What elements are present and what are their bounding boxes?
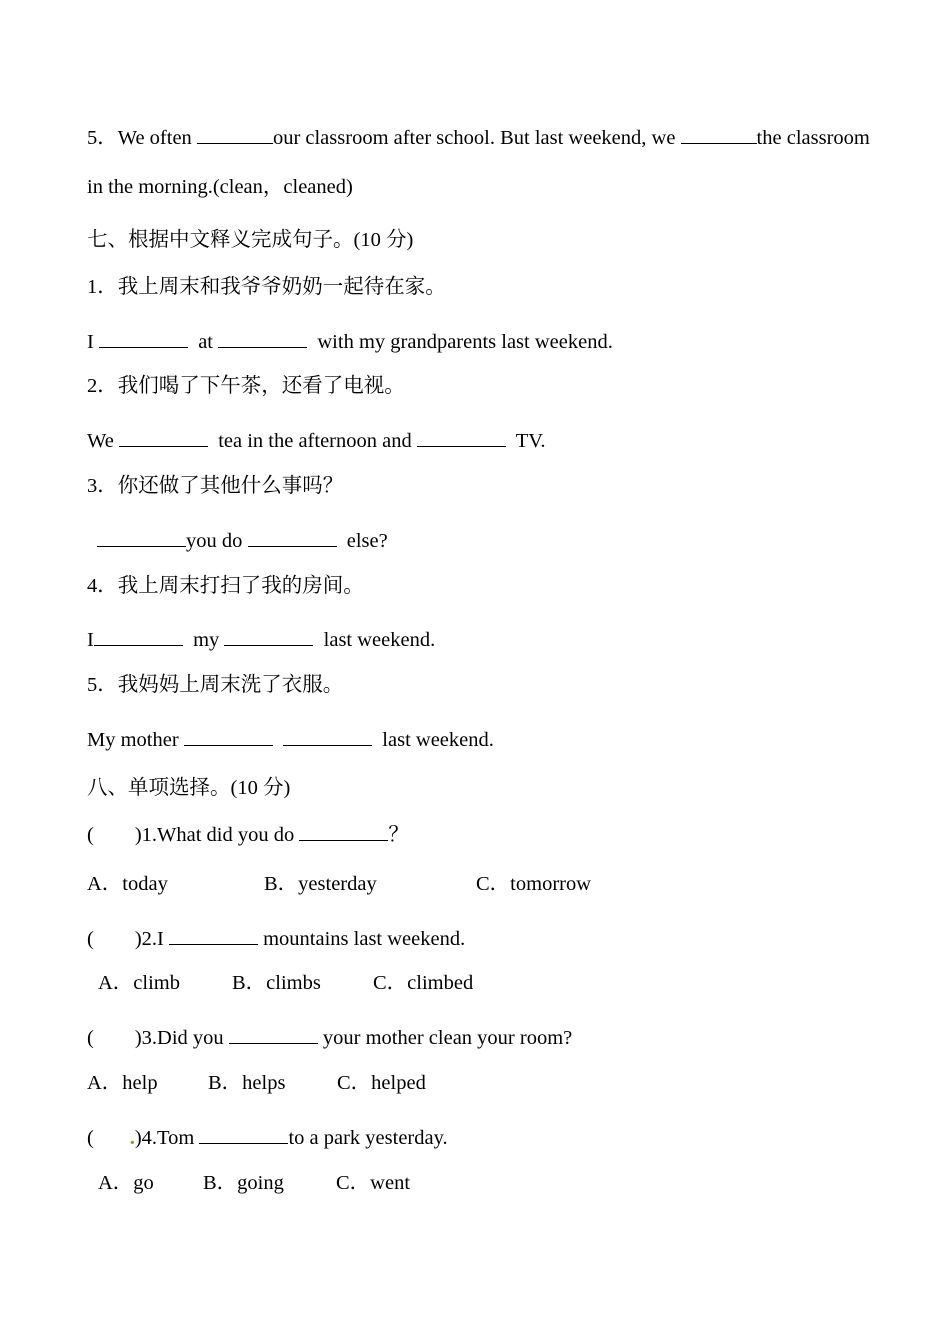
chinese-prompt: 2．我们喝了下午茶，还看了电视。 — [87, 375, 405, 397]
answer-line: I my last weekend. — [87, 629, 436, 651]
question-stem: ( )1.What did you do ？ — [87, 824, 409, 846]
answer-blank[interactable] — [99, 329, 188, 348]
answer-blank[interactable] — [169, 926, 258, 945]
answer-blank[interactable] — [283, 727, 372, 746]
option-B[interactable]: B．going — [203, 1172, 284, 1194]
answer-blank[interactable] — [197, 125, 273, 144]
answer-line: We tea in the afternoon and TV. — [87, 430, 546, 452]
answer-blank[interactable] — [184, 727, 273, 746]
answer-blank[interactable] — [299, 822, 388, 841]
answer-line: I at with my grandparents last weekend. — [87, 331, 613, 353]
text: the classroom — [756, 127, 870, 149]
answer-paren[interactable]: ( ) — [87, 1027, 142, 1049]
text: 5．We often — [87, 127, 197, 149]
question-stem: ( )2.I mountains last weekend. — [87, 928, 466, 950]
answer-blank[interactable] — [229, 1025, 318, 1044]
chinese-prompt: 3．你还做了其他什么事吗？ — [87, 475, 344, 497]
answer-paren[interactable]: ( ) — [87, 928, 142, 950]
answer-blank[interactable] — [199, 1125, 288, 1144]
answer-paren[interactable]: ( — [87, 1127, 130, 1149]
chinese-prompt: 4．我上周末打扫了我的房间。 — [87, 575, 364, 597]
section-title: 八、单项选择。(10 分) — [87, 777, 291, 799]
question-line: in the morning.(clean，cleaned) — [87, 176, 353, 198]
answer-blank[interactable] — [681, 125, 757, 144]
option-A[interactable]: A．go — [98, 1172, 154, 1194]
answer-blank[interactable] — [248, 528, 337, 547]
stray-mark: . — [129, 1127, 135, 1149]
answer-blank[interactable] — [97, 528, 186, 547]
answer-blank[interactable] — [224, 627, 313, 646]
text: our classroom after school. But last weekend, we — [272, 127, 681, 149]
question-stem: ( .)4.Tom to a park yesterday. — [87, 1127, 448, 1149]
question-line — [87, 125, 870, 150]
option-B[interactable]: B．yesterday — [264, 873, 377, 895]
option-B[interactable]: B．climbs — [232, 972, 321, 994]
answer-blank[interactable] — [218, 329, 307, 348]
option-A[interactable]: A．climb — [98, 972, 180, 994]
option-C[interactable]: C．helped — [337, 1072, 426, 1094]
answer-line: you do else? — [97, 528, 388, 553]
section-title: 七、根据中文释义完成句子。(10 分) — [87, 229, 414, 251]
option-C[interactable]: C．tomorrow — [476, 873, 592, 895]
answer-blank[interactable] — [119, 428, 208, 447]
chinese-prompt: 1．我上周末和我爷爷奶奶一起待在家。 — [87, 276, 446, 298]
answer-blank[interactable] — [417, 428, 506, 447]
option-B[interactable]: B．helps — [208, 1072, 286, 1094]
chinese-prompt: 5．我妈妈上周末洗了衣服。 — [87, 674, 344, 696]
answer-blank[interactable] — [94, 627, 183, 646]
option-A[interactable]: A．help — [87, 1072, 158, 1094]
option-A[interactable]: A．today — [87, 873, 168, 895]
answer-paren[interactable]: ( ) — [87, 824, 142, 846]
option-C[interactable]: C．climbed — [373, 972, 474, 994]
question-stem: ( )3.Did you your mother clean your room? — [87, 1027, 573, 1049]
answer-line: My mother last weekend. — [87, 729, 494, 751]
option-C[interactable]: C．went — [336, 1172, 411, 1194]
